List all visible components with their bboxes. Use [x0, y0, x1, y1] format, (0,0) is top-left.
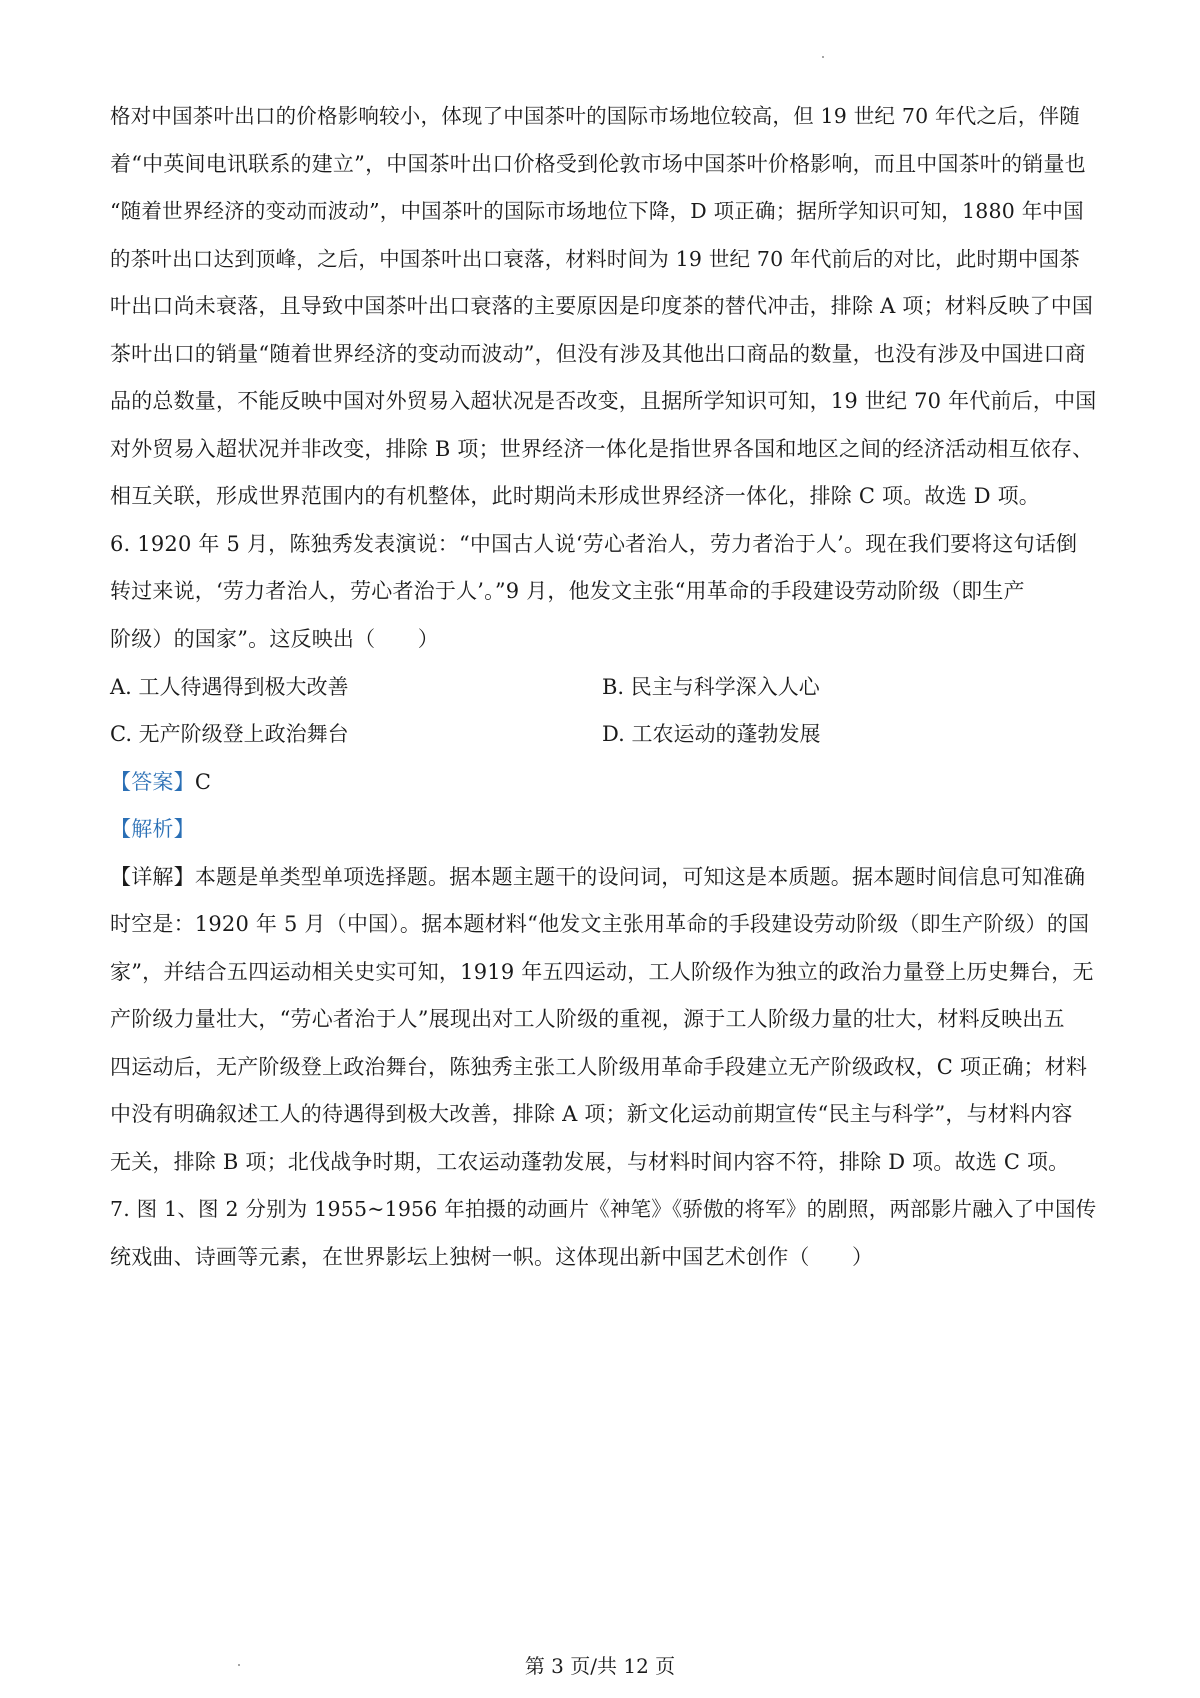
detail-label: 【详解】	[110, 865, 195, 889]
q5-explanation-line: 的茶叶出口达到顶峰，之后，中国茶叶出口衰落，材料时间为 19 世纪 70 年代前后的对比，此时期中国茶	[110, 247, 1080, 271]
q6-detail-line	[110, 863, 1100, 891]
analysis-label: 【解析】	[110, 817, 195, 841]
q6-detail-line: 时空是：1920 年 5 月（中国）。据本题材料“他发文主张用革命的手段建设劳动阶级（即生产阶级）的国	[110, 912, 1090, 936]
detail-text: 本题是单类型单项选择题。据本题主题干的设问词，可知这是本质题。据本题时间信息可知准确	[194, 865, 1086, 889]
q6-option-c: C. 无产阶级登上政治舞台	[110, 722, 349, 746]
q5-explanation-line: 格对中国茶叶出口的价格影响较小，体现了中国茶叶的国际市场地位较高，但 19 世纪 70 年代之后，伴随	[110, 104, 1080, 128]
q5-explanation-line: 叶出口尚未衰落，且导致中国茶叶出口衰落的主要原因是印度茶的替代冲击，排除 A 项；材料反映了中国	[110, 294, 1094, 318]
q5-explanation-line: 品的总数量，不能反映中国对外贸易入超状况是否改变，且据所学知识可知，19 世纪 70 年代前后，中国	[110, 389, 1097, 413]
q6-stem-line: 阶级）的国家”。这反映出（ ）	[110, 627, 439, 651]
q6-detail-line: 家”，并结合五四运动相关史实可知，1919 年五四运动，工人阶级作为独立的政治力量登上历史舞台，无	[110, 960, 1094, 984]
q5-explanation-line: 对外贸易入超状况并非改变，排除 B 项；世界经济一体化是指世界各国和地区之间的经济活动相互依存、	[110, 437, 1094, 461]
answer-value: C	[194, 770, 212, 794]
q6-stem-line: 6. 1920 年 5 月，陈独秀发表演说：“中国古人说‘劳心者治人，劳力者治于人’。现在我们要将这句话倒	[110, 532, 1078, 556]
q6-option-a: A. 工人待遇得到极大改善	[110, 675, 349, 699]
q7-stem-line: 统戏曲、诗画等元素，在世界影坛上独树一帜。这体现出新中国艺术创作（ ）	[110, 1245, 874, 1269]
q5-explanation-line: “随着世界经济的变动而波动”，中国茶叶的国际市场地位下降，D 项正确；据所学知识可知，1880 年中国	[110, 199, 1084, 223]
q6-option-d: D. 工农运动的蓬勃发展	[602, 722, 821, 746]
q5-explanation-line: 茶叶出口的销量“随着世界经济的变动而波动”，但没有涉及其他出口商品的数量，也没有涉及中国进口商	[110, 342, 1086, 366]
q6-detail-line: 中没有明确叙述工人的待遇得到极大改善，排除 A 项；新文化运动前期宣传“民主与科学”，与材料内容	[110, 1102, 1073, 1126]
q5-explanation-line: 着“中英间电讯联系的建立”，中国茶叶出口价格受到伦敦市场中国茶叶价格影响，而且中国茶叶的销量也	[110, 152, 1086, 176]
page-number-footer: 第 3 页/共 12 页	[524, 1654, 676, 1678]
q6-analysis-heading	[110, 815, 1100, 843]
q6-detail-line: 无关，排除 B 项；北伐战争时期，工农运动蓬勃发展，与材料时间内容不符，排除 D 项。故选 C 项。	[110, 1150, 1070, 1174]
scan-speck	[822, 56, 824, 58]
q6-option-b: B. 民主与科学深入人心	[602, 675, 820, 699]
q7-stem-line: 7. 图 1、图 2 分别为 1955~1956 年拍摄的动画片《神笔》《骄傲的将军》的剧照，两部影片融入了中国传	[110, 1197, 1097, 1221]
q5-explanation-line: 相互关联，形成世界范围内的有机整体，此时期尚未形成世界经济一体化，排除 C 项。故选 D 项。	[110, 484, 1041, 508]
q6-answer	[110, 768, 1100, 796]
q6-detail-line: 四运动后，无产阶级登上政治舞台，陈独秀主张工人阶级用革命手段建立无产阶级政权，C 项正确；材料	[110, 1055, 1088, 1079]
q6-detail-line: 产阶级力量壮大，“劳心者治于人”展现出对工人阶级的重视，源于工人阶级力量的壮大，材料反映出五	[110, 1007, 1065, 1031]
q6-stem-line: 转过来说，‘劳力者治人，劳心者治于人’。”9 月，他发文主张“用革命的手段建设劳动阶级（即生产	[110, 579, 1025, 603]
answer-label: 【答案】	[110, 770, 195, 794]
